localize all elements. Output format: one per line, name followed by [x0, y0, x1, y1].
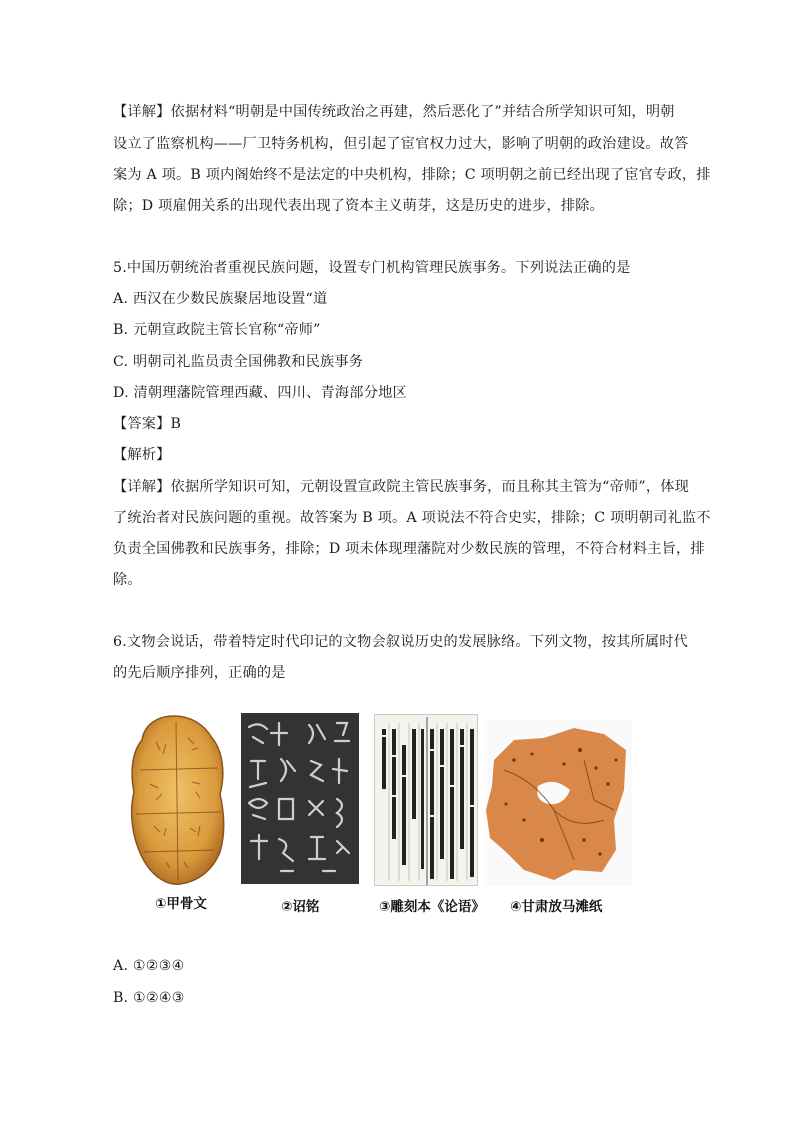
- figure-caption-oracle: ①甲骨文: [155, 896, 207, 912]
- figure-caption-analects: ③雕刻本《论语》: [379, 899, 485, 915]
- q5-option-d: D. 清朝理藩院管理西藏、四川、青海部分地区: [113, 385, 407, 401]
- q6-stem-line-2: 的先后顺序排列，正确的是: [113, 665, 286, 681]
- q5-detail-line-3: 负责全国佛教和民族事务，排除；D 项未体现理藩院对少数民族的管理，不符合材料主旨，排: [113, 541, 705, 557]
- q5-detail-line-4: 除。: [113, 572, 142, 588]
- q5-detail-line-2: 了统治者对民族问题的重视。故答案为 B 项。A 项说法不符合史实，排除；C 项明朝司礼监不: [113, 510, 711, 526]
- prev-detail-line-1: 【详解】依据材料“明朝是中国传统政治之再建，然后恶化了”并结合所学知识可知，明朝: [113, 104, 675, 120]
- ancient-paper-image: [484, 720, 632, 886]
- q5-stem: 5.中国历朝统治者重视民族问题，设置专门机构管理民族事务。下列说法正确的是: [113, 260, 631, 276]
- oracle-bone-image: [126, 712, 228, 888]
- q5-option-b: B. 元朝宣政院主管长官称“帝师”: [113, 322, 321, 338]
- figure-caption-inscription: ②诏铭: [281, 899, 320, 915]
- q6-option-a: A. ①②③④: [113, 958, 185, 974]
- figure-caption-paper: ④甘肃放马滩纸: [510, 899, 603, 915]
- prev-detail-line-4: 除；D 项雇佣关系的出现代表出现了资本主义萌芽，这是历史的进步，排除。: [113, 198, 605, 214]
- prev-detail-line-3: 案为 A 项。B 项内阁始终不是法定的中央机构，排除；C 项明朝之前已经出现了宦官专政，排: [113, 167, 711, 183]
- q5-option-a: A. 西汉在少数民族聚居地设置“道: [113, 291, 328, 307]
- q5-option-c: C. 明朝司礼监员责全国佛教和民族事务: [113, 354, 364, 370]
- q6-option-b: B. ①②④③: [113, 990, 185, 1006]
- prev-detail-line-2: 设立了监察机构——厂卫特务机构，但引起了宦官权力过大，影响了明朝的政治建设。故答: [113, 136, 689, 152]
- bronze-inscription-image: [241, 713, 359, 884]
- q5-answer: 【答案】B: [113, 416, 182, 432]
- q5-analysis-label: 【解析】: [113, 447, 171, 463]
- q6-stem-line-1: 6.文物会说话，带着特定时代印记的文物会叙说历史的发展脉络。下列文物，按其所属时代: [113, 634, 689, 650]
- q5-detail-line-1: 【详解】依据所学知识可知，元朝设置宣政院主管民族事务，而且称其主管为“帝师”，体现: [113, 479, 690, 495]
- printed-book-image: [374, 714, 478, 886]
